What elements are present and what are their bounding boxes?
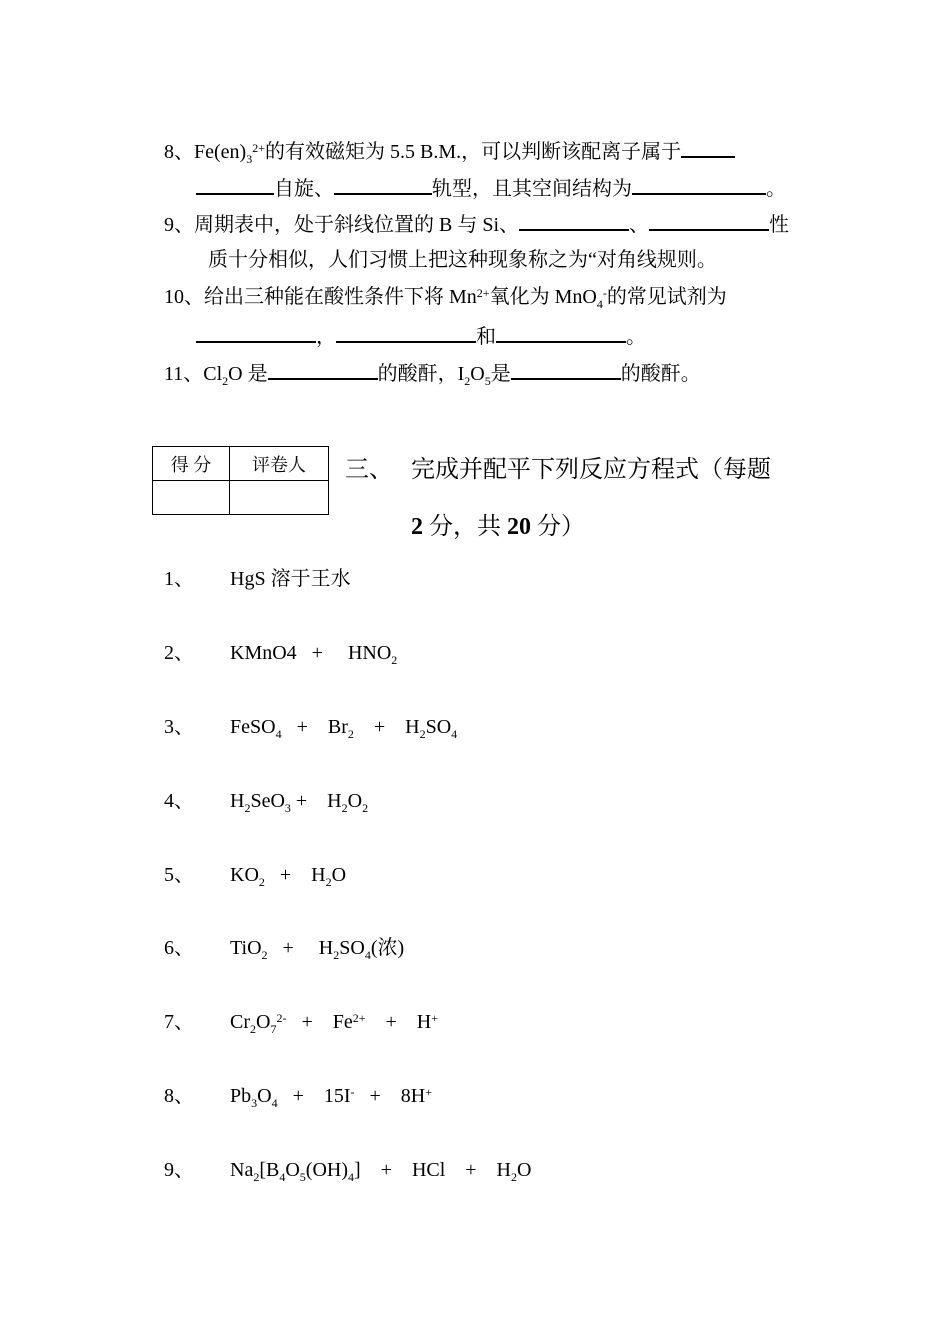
equation-text: + H <box>267 937 334 959</box>
question-text: 的常见试剂为 <box>606 286 727 308</box>
equation-text: TiO <box>230 937 262 959</box>
equation-5 <box>230 862 346 888</box>
subscript: 2 <box>341 801 348 815</box>
question-text: 轨型，且其空间结构为 <box>432 178 632 200</box>
conjunction: 和 <box>476 326 496 348</box>
equation-text: ] + HCl + H <box>354 1159 512 1181</box>
equation-text: + H <box>264 864 326 886</box>
question-text: 质十分相似，人们习惯上把这种现象称之为“对角线规则。 <box>208 249 717 271</box>
question-number: 9、 <box>164 214 194 236</box>
subscript: 5 <box>299 1170 306 1184</box>
equation-number: 2、 <box>164 642 194 664</box>
equation-number: 7、 <box>164 1011 194 1033</box>
fill-in-q10-line2 <box>196 321 646 350</box>
superscript: - <box>350 1085 355 1099</box>
answer-blank[interactable] <box>681 136 735 158</box>
subscript: 4 <box>275 727 282 741</box>
superscript: 2+ <box>352 1011 366 1025</box>
equation-9 <box>230 1157 531 1183</box>
subscript: 5 <box>484 374 491 388</box>
section-title-text: 分） <box>531 514 585 540</box>
answer-blank[interactable] <box>496 321 626 343</box>
points-total: 20 <box>507 514 531 540</box>
fill-in-q10-line1 <box>164 284 727 310</box>
equation-text: O <box>347 790 363 812</box>
subscript: 2 <box>222 374 229 388</box>
equation-text: (浓) <box>370 937 405 959</box>
equation-text: + H <box>290 790 342 812</box>
equation-number: 1、 <box>164 568 194 590</box>
answer-blank[interactable] <box>196 173 274 195</box>
equation-number: 5、 <box>164 864 194 886</box>
fill-in-q9-line1 <box>164 209 789 238</box>
equation-1 <box>230 566 351 592</box>
equation-7 <box>230 1009 438 1035</box>
grader-label: 评卷人 <box>230 447 329 481</box>
equation-text: Cr <box>230 1011 250 1033</box>
subscript: 2 <box>250 1022 256 1036</box>
equation-text: Na <box>230 1159 254 1181</box>
equation-text: O <box>256 1011 271 1033</box>
equation-text: SO <box>339 937 365 959</box>
equation-text: + H <box>365 1011 432 1033</box>
subscript: 2 <box>333 948 340 962</box>
answer-blank[interactable] <box>334 173 432 195</box>
question-text: 是 <box>490 363 511 385</box>
equation-text: Pb <box>230 1085 252 1107</box>
equation-text: KO <box>230 864 259 886</box>
question-text: O 是 <box>228 363 268 385</box>
superscript: - <box>602 286 607 300</box>
subscript: 3 <box>246 152 253 166</box>
points-each: 2 <box>411 514 423 540</box>
equation-number: 6、 <box>164 937 194 959</box>
equation-text: + 8H <box>354 1085 426 1107</box>
equation-number: 3、 <box>164 716 194 738</box>
equation-text: + Fe <box>286 1011 353 1033</box>
formula: Fe(en) <box>194 141 247 163</box>
equation-text: O <box>285 1159 300 1181</box>
equation-2 <box>230 640 397 666</box>
equation-number: 9、 <box>164 1159 194 1181</box>
equation-text: [B <box>259 1159 280 1181</box>
question-text: 周期表中，处于斜线位置的 B 与 Si、 <box>194 214 520 236</box>
formula: O <box>470 363 485 385</box>
subscript: 4 <box>596 297 603 311</box>
subscript: 2 <box>419 727 426 741</box>
subscript: 2 <box>464 374 471 388</box>
fill-in-q11 <box>164 358 701 387</box>
subscript: 2 <box>253 1170 260 1184</box>
score-box <box>152 446 329 515</box>
subscript: 2 <box>244 801 251 815</box>
answer-blank[interactable] <box>511 358 621 380</box>
equation-text: O <box>517 1159 532 1181</box>
fill-in-q8-line1 <box>164 136 735 165</box>
subscript: 2 <box>511 1170 518 1184</box>
equation-text: + Br <box>281 716 348 738</box>
equation-6 <box>230 935 404 961</box>
subscript: 2 <box>325 875 332 889</box>
equation-text: HgS 溶于王水 <box>230 568 351 590</box>
answer-blank[interactable] <box>196 321 316 343</box>
answer-blank[interactable] <box>268 358 378 380</box>
superscript: + <box>425 1085 433 1099</box>
question-text: 的有效磁矩为 5.5 B.M.，可以判断该配离子属于 <box>264 141 682 163</box>
subscript: 2 <box>347 727 354 741</box>
question-text: 自旋、 <box>274 178 334 200</box>
question-text: 给出三种能在酸性条件下将 Mn <box>204 286 477 308</box>
question-text: 性 <box>769 214 790 236</box>
equation-text: + H <box>353 716 420 738</box>
answer-blank[interactable] <box>649 209 769 231</box>
question-number: 11、 <box>164 363 204 385</box>
subscript: 3 <box>251 1096 258 1110</box>
subscript: 3 <box>284 801 291 815</box>
subscript: 2 <box>391 653 398 667</box>
equation-text: O <box>331 864 347 886</box>
question-number: 8、 <box>164 141 194 163</box>
punctuation: ， <box>316 326 336 348</box>
subscript: 2 <box>261 948 268 962</box>
punctuation: 。 <box>626 326 646 348</box>
equation-number: 8、 <box>164 1085 194 1107</box>
equation-4 <box>230 788 368 814</box>
score-label: 得 分 <box>153 447 230 481</box>
equation-text: H <box>230 790 245 812</box>
answer-blank[interactable] <box>519 209 629 231</box>
subscript: 7 <box>270 1022 277 1036</box>
fill-in-q8-line2 <box>196 173 786 202</box>
score-cell[interactable] <box>153 481 230 515</box>
equation-3 <box>230 714 457 740</box>
section-title-line2 <box>411 512 585 542</box>
question-text: 的酸酐，I <box>377 363 465 385</box>
subscript: 2 <box>258 875 265 889</box>
superscript: 2+ <box>252 141 265 155</box>
fill-in-q9-line2 <box>208 247 717 273</box>
equation-text: SO <box>425 716 452 738</box>
equation-text: FeSO <box>230 716 276 738</box>
superscript: + <box>431 1011 439 1025</box>
equation-text: + 15I <box>277 1085 351 1107</box>
equation-text: (OH) <box>305 1159 348 1181</box>
superscript: 2+ <box>476 286 490 300</box>
question-text: 的酸酐。 <box>620 363 701 385</box>
answer-blank[interactable] <box>336 321 476 343</box>
subscript: 4 <box>271 1096 278 1110</box>
subscript: 4 <box>451 727 458 741</box>
subscript: 4 <box>279 1170 286 1184</box>
section-title-text: 分，共 <box>423 514 507 540</box>
grader-cell[interactable] <box>230 481 329 515</box>
question-number: 10、 <box>164 286 204 308</box>
subscript: 4 <box>348 1170 354 1184</box>
answer-blank[interactable] <box>632 173 766 195</box>
punctuation: 。 <box>766 178 786 200</box>
section-number: 三、 <box>345 457 393 483</box>
equation-text: KMnO4 + HNO <box>230 642 392 664</box>
superscript: 2- <box>276 1011 287 1025</box>
subscript: 4 <box>364 948 371 962</box>
equation-text: O <box>257 1085 272 1107</box>
section-title: 完成并配平下列反应方程式（每题 <box>411 457 771 483</box>
subscript: 2 <box>362 801 369 815</box>
question-text: 氧化为 MnO <box>489 286 597 308</box>
equation-number: 4、 <box>164 790 194 812</box>
equation-8 <box>230 1083 432 1109</box>
formula: Cl <box>203 363 223 385</box>
equation-text: SeO <box>250 790 285 812</box>
punctuation: 、 <box>629 214 650 236</box>
